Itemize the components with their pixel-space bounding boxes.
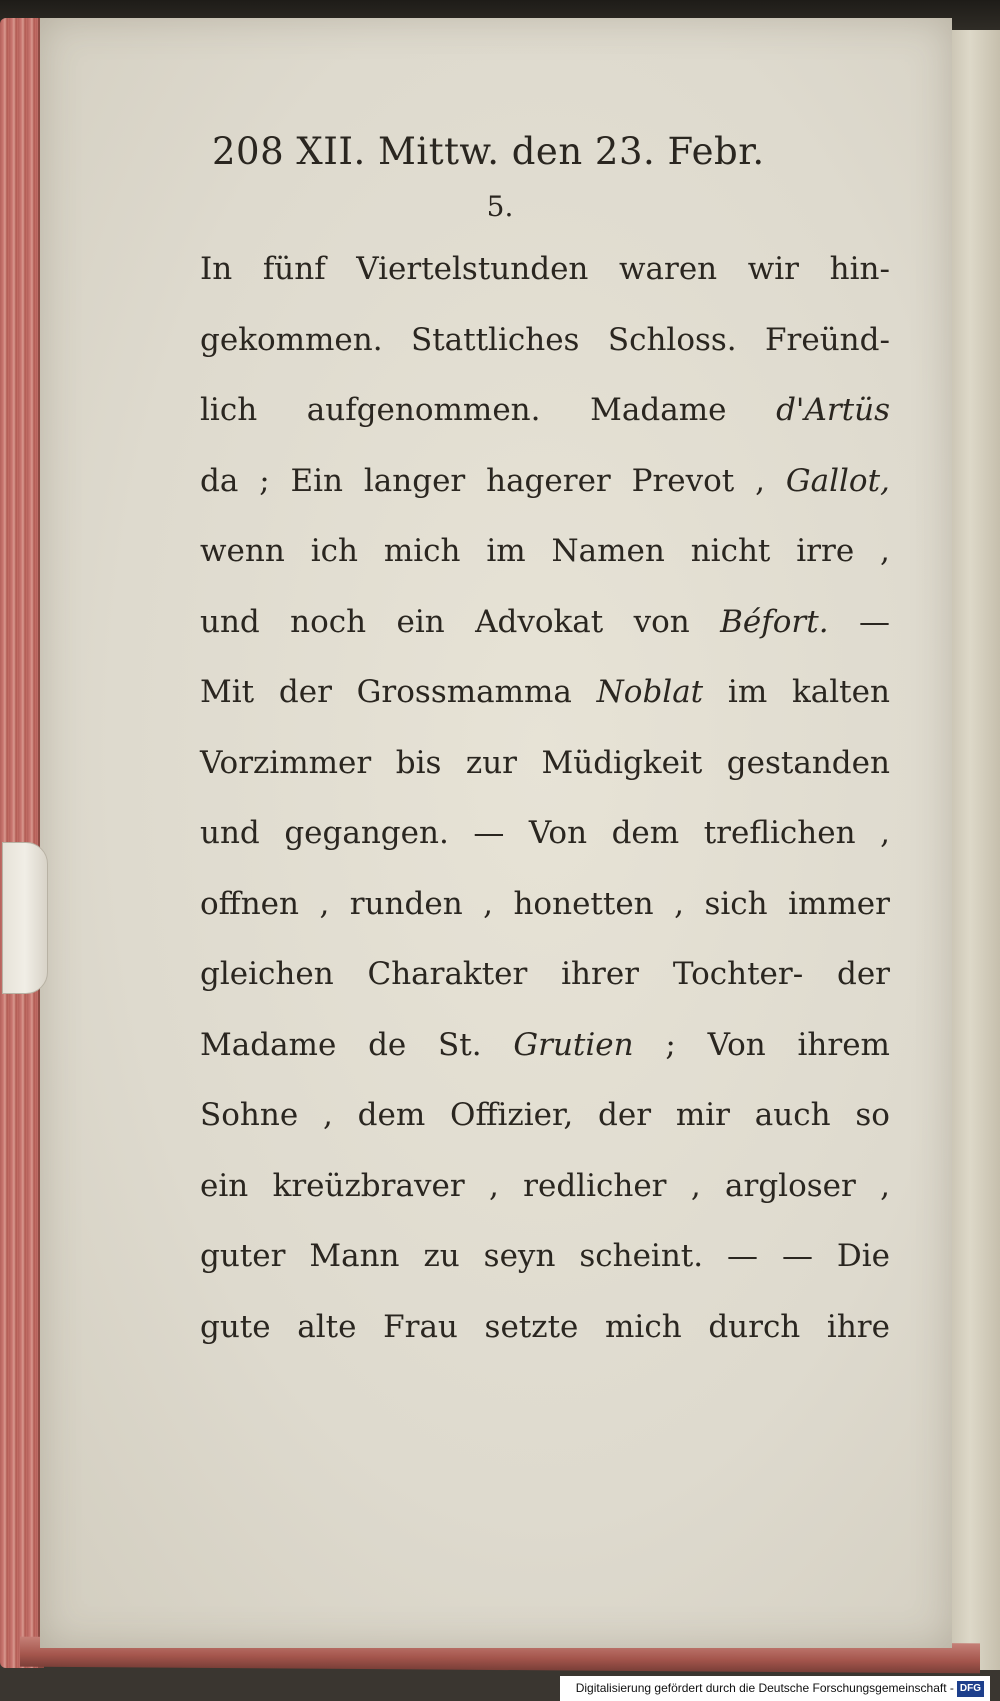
credit-text: Digitalisierung gefördert durch die Deutsche Forschungsgemeinschaft - (575, 1681, 954, 1695)
word: immer (788, 885, 890, 922)
word: ein (396, 603, 445, 640)
word: Von (707, 1026, 766, 1063)
word: bis (395, 744, 442, 781)
page-clip (2, 842, 48, 994)
word: Viertelstunden (356, 251, 589, 287)
text-line (200, 728, 890, 799)
text-line (200, 234, 890, 305)
word: redlicher (523, 1167, 667, 1204)
text-line (200, 1010, 890, 1081)
word: gekommen. (200, 321, 383, 358)
word: zu (423, 1238, 460, 1274)
word: — (473, 815, 505, 851)
word: im (486, 533, 526, 569)
word: setzte (484, 1308, 579, 1345)
word: mich (383, 533, 461, 569)
word: , (483, 885, 493, 922)
word: — (781, 1238, 813, 1274)
word: von (633, 603, 690, 640)
word: Sohne (200, 1097, 299, 1133)
text-line (200, 1080, 890, 1151)
word: Grossmamma (356, 674, 572, 710)
text-line (200, 657, 890, 728)
text-line (200, 939, 890, 1010)
text-line (200, 305, 890, 376)
word: hagerer (486, 462, 611, 499)
word: runden (349, 885, 463, 922)
word: im (727, 674, 768, 710)
word: Gallot, (785, 462, 890, 499)
word: hin- (829, 251, 890, 287)
page-text (200, 130, 900, 1362)
word: Grutien (513, 1026, 634, 1063)
word: lich (200, 392, 258, 428)
word: , (880, 815, 890, 851)
word: St. (438, 1026, 482, 1063)
word: Béfort. (720, 603, 829, 640)
text-line (200, 375, 890, 446)
word: und (200, 603, 260, 640)
word: Offizier, (450, 1097, 574, 1133)
word: , (322, 1097, 333, 1133)
dfg-logo: DFG (957, 1681, 984, 1697)
word: der (836, 956, 890, 992)
word: zur (465, 744, 517, 781)
word: ich (310, 533, 358, 569)
word: kalten (792, 674, 890, 710)
word: wir (747, 251, 800, 287)
word: mich (605, 1308, 682, 1345)
word: Vorzimmer (200, 744, 372, 781)
word: Charakter (367, 956, 528, 992)
word: und (200, 815, 260, 851)
word: Frau (383, 1308, 458, 1345)
word: wenn (200, 533, 285, 569)
word: alte (297, 1308, 357, 1345)
word: , (488, 1167, 499, 1204)
word: , (690, 1167, 701, 1204)
word: , (674, 885, 684, 922)
word: Mann (309, 1238, 400, 1274)
word: Ein (290, 462, 344, 499)
text-line (200, 869, 890, 940)
text-line (200, 1292, 890, 1363)
word: ; (665, 1026, 676, 1063)
word: mir (675, 1097, 730, 1133)
word: Advokat (475, 603, 604, 640)
word: der (278, 674, 332, 710)
word: , (319, 885, 330, 922)
word: honetten (513, 885, 654, 922)
word: Noblat (596, 674, 704, 710)
digitization-credit (560, 1676, 990, 1701)
body-text (200, 234, 900, 1362)
word: der (598, 1097, 652, 1133)
text-line (200, 1151, 890, 1222)
text-line (200, 587, 890, 658)
word: Madame (200, 1026, 337, 1063)
word: durch (708, 1308, 801, 1345)
word: gleichen (200, 956, 334, 992)
word: de (368, 1026, 407, 1063)
word: sich (704, 885, 768, 922)
word: , (755, 462, 765, 499)
word: Freünd- (765, 321, 890, 358)
word: Müdigkeit (541, 744, 703, 781)
word: auch (754, 1097, 831, 1133)
word: — (727, 1238, 759, 1274)
word: Stattliches (410, 321, 580, 358)
word: dem (357, 1097, 426, 1133)
text-line (200, 798, 890, 869)
word: , (880, 533, 890, 569)
text-line (200, 516, 890, 587)
word: argloser (725, 1167, 856, 1204)
word: ein (200, 1167, 249, 1204)
word: gestanden (726, 744, 890, 781)
word: Tochter- (672, 956, 804, 992)
word: aufgenommen. (306, 392, 541, 428)
word: gute (200, 1308, 271, 1345)
next-page-edge (950, 30, 1000, 1670)
word: ; (259, 462, 270, 499)
word: seyn (483, 1238, 556, 1274)
word: treflichen (703, 815, 856, 851)
section-number: 5. (486, 190, 514, 223)
word: offnen (200, 885, 299, 922)
word: nicht (690, 533, 771, 569)
word: da (200, 462, 239, 499)
text-line (200, 1221, 890, 1292)
word: Schloss. (607, 321, 737, 358)
word: scheint. (579, 1238, 704, 1274)
word: Namen (551, 533, 665, 569)
word: gegangen. (284, 815, 449, 851)
word: waren (618, 251, 718, 287)
word: Mit (200, 674, 255, 710)
word: noch (290, 603, 367, 640)
word: kreüzbraver (272, 1167, 465, 1204)
word: langer (363, 462, 466, 499)
word: dem (611, 815, 680, 851)
word: ihre (826, 1308, 890, 1345)
word: Von (528, 815, 588, 851)
word: Die (836, 1238, 890, 1274)
word: Prevot (631, 462, 735, 499)
word: ihrem (797, 1026, 890, 1063)
word: so (855, 1097, 890, 1133)
word: ihrer (561, 956, 640, 992)
word: guter (200, 1238, 286, 1274)
word: irre (796, 533, 855, 569)
word: — (858, 603, 890, 640)
word: In (200, 251, 233, 287)
word: Madame (590, 392, 727, 428)
word: fünf (262, 251, 326, 287)
word: d'Artüs (776, 392, 890, 428)
running-head: 208 XII. Mittw. den 23. Febr. (212, 130, 765, 173)
word: , (880, 1167, 890, 1204)
text-line (200, 446, 890, 517)
